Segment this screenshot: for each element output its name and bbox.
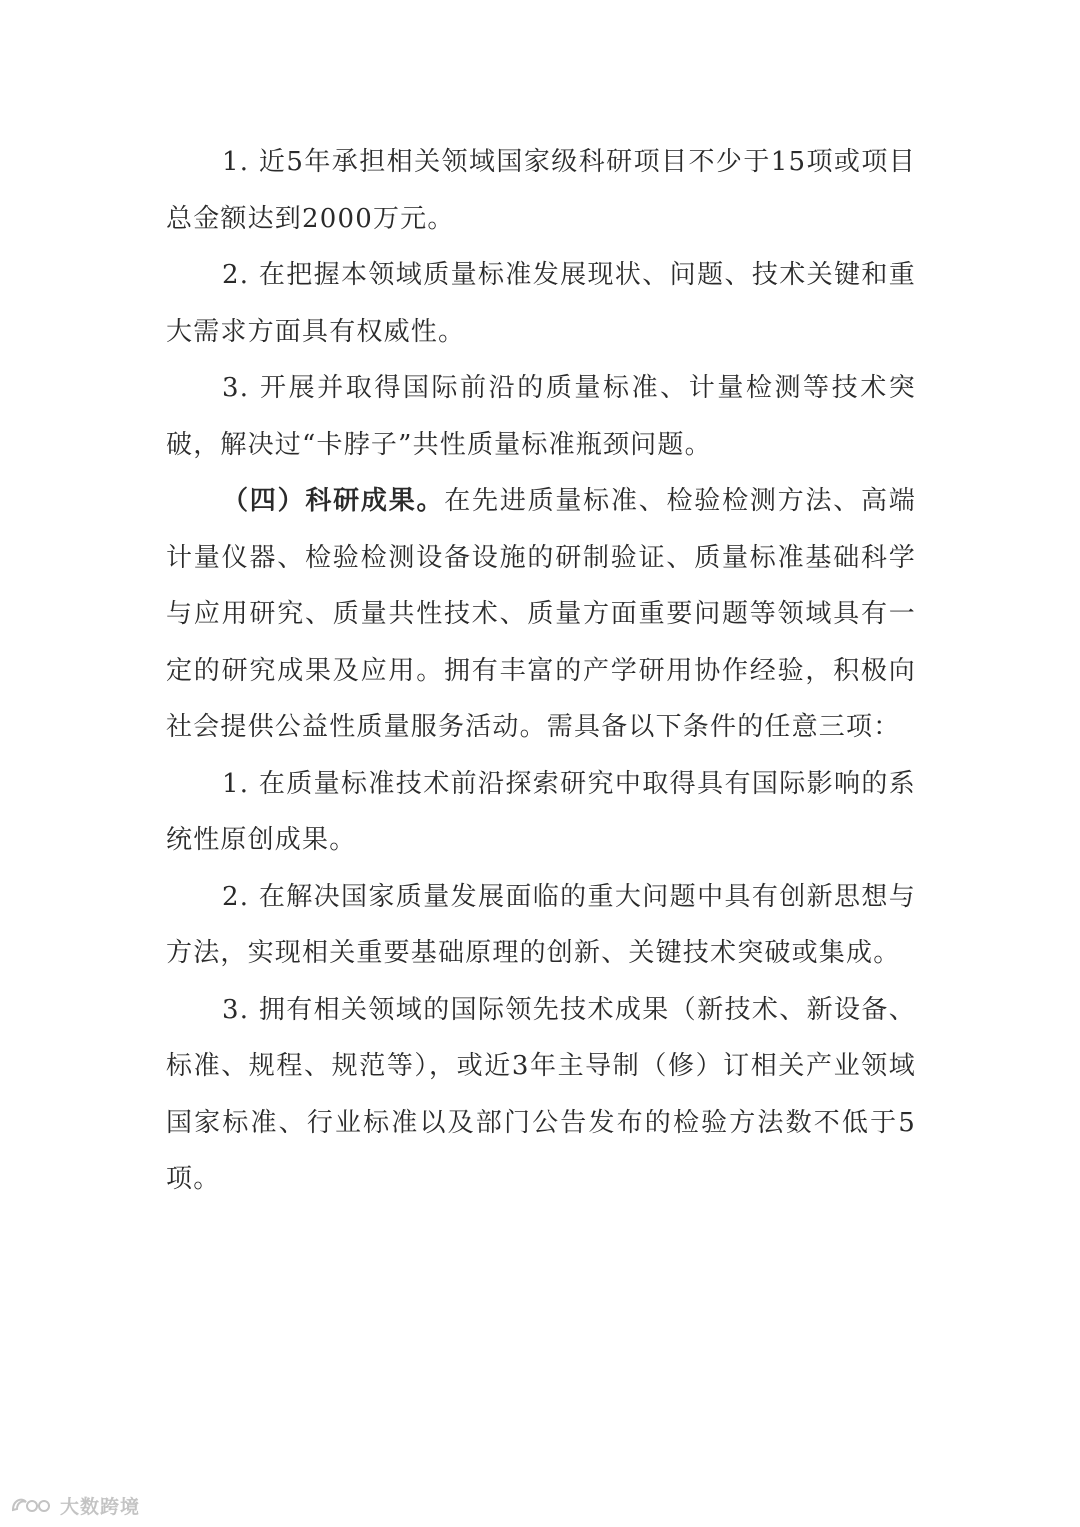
section-body: 在先进质量标准、检验检测方法、高端计量仪器、检验检测设备设施的研制验证、质量标准基础科学与应用研究、质量共性技术、质量方面重要问题等领域具有一定的研究成果及应用。拥有丰富的产学研用协作经验，积极向社会提供公益性质量服务活动。需具备以下条件的任意三项： (166, 486, 916, 742)
brand-logo-icon (10, 1494, 54, 1516)
document-body (166, 134, 916, 1208)
criterion-item-3: 3. 开展并取得国际前沿的质量标准、计量检测等技术突破，解决过“卡脖子”共性质量标准瓶颈问题。 (166, 373, 916, 460)
results-item-1: 1. 在质量标准技术前沿探索研究中取得具有国际影响的系统性原创成果。 (166, 768, 916, 855)
section-heading: （四）科研成果。 (222, 486, 445, 516)
results-item-2: 2. 在解决国家质量发展面临的重大问题中具有创新思想与方法，实现相关重要基础原理的创新、关键技术突破或集成。 (166, 881, 916, 968)
research-results-section (166, 473, 916, 756)
watermark (10, 1490, 140, 1520)
watermark-text: 大数跨境 (60, 1495, 141, 1518)
results-item-3: 3. 拥有相关领域的国际领先技术成果（新技术、新设备、标准、规程、规范等），或近3年主导制（修）订相关产业领域国家标准、行业标准以及部门公告发布的检验方法数不低于5项。 (166, 994, 916, 1194)
criterion-item-1: 1. 近5年承担相关领域国家级科研项目不少于15项或项目总金额达到2000万元。 (166, 147, 916, 234)
criterion-item-2: 2. 在把握本领域质量标准发展现状、问题、技术关键和重大需求方面具有权威性。 (166, 260, 916, 347)
